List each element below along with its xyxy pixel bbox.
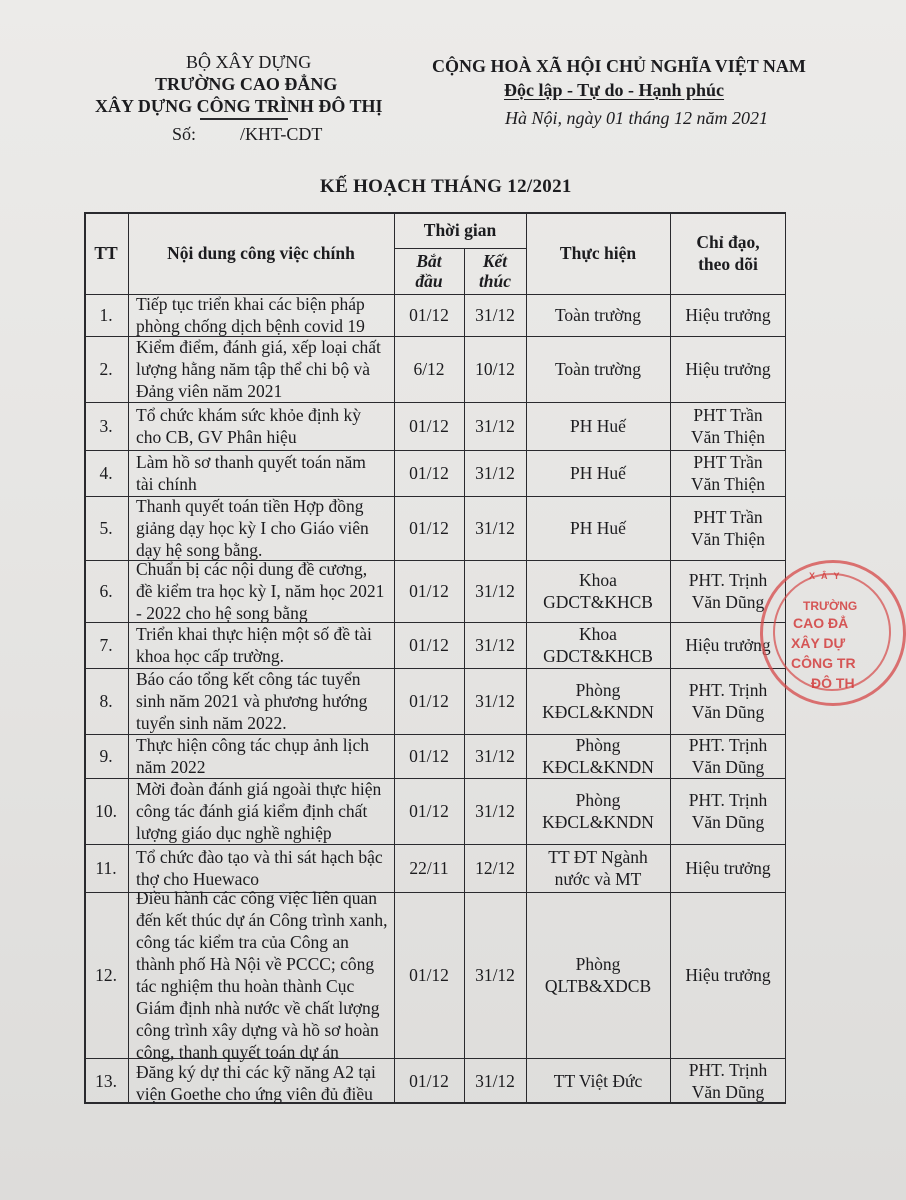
row-8-executor: Phòng KĐCL&KNDN [542,680,654,722]
row-2-supervisor: Hiệu trưởng [685,359,771,379]
row-13-start-cell [394,1058,464,1104]
row-5-content: Thanh quyết toán tiền Hợp đồng giảng dạy học kỳ I cho Giáo viên dạy hệ song bằng. [136,496,369,560]
row-1-content-cell [128,294,394,336]
row-4-start-cell [394,450,464,496]
row-7-supervisor: Hiệu trưởng [685,635,771,655]
row-1-executor: Toàn trường [554,305,642,325]
seal-text-top: XÂY [809,571,846,581]
row-10-executor: Phòng KĐCL&KNDN [542,790,654,832]
row-7-tt: 7. [99,635,113,655]
row-7-content-cell [128,622,394,668]
school-name-line1: TRƯỜNG CAO ĐẲNG [155,74,338,94]
plan-table [84,212,786,1104]
row-10-tt-cell [84,778,128,844]
row-3-executor-cell [526,402,670,450]
row-3-supervisor-cell [670,402,786,450]
row-9-tt: 9. [99,746,113,766]
motto: Độc lập - Tự do - Hạnh phúc [504,80,725,100]
row-8-start: 01/12 [409,691,449,711]
row-7-end: 31/12 [475,635,515,655]
row-10-start: 01/12 [409,801,449,821]
row-9-start: 01/12 [409,746,449,766]
row-9-executor-cell [526,734,670,778]
row-3-start: 01/12 [409,416,449,436]
seal-text-4: CÔNG TR [791,655,856,671]
row-6-executor: Khoa GDCT&KHCB [543,570,653,612]
row-4-start: 01/12 [409,463,449,483]
row-4-executor-cell [526,450,670,496]
row-10-supervisor: PHT. Trịnh Văn Dũng [688,790,768,832]
row-13-executor-cell [526,1058,670,1104]
row-6-end: 31/12 [475,581,515,601]
header-supervisor: Chỉ đạo, theo dõi [696,232,760,274]
row-1-supervisor-cell [670,294,786,336]
row-13-start: 01/12 [409,1071,449,1091]
row-12-start: 01/12 [409,965,449,985]
country-name: CỘNG HOÀ XÃ HỘI CHỦ NGHĨA VIỆT NAM [432,56,806,76]
row-9-tt-cell [84,734,128,778]
row-1-supervisor: Hiệu trưởng [685,305,771,325]
row-2-tt-cell [84,336,128,402]
row-12-tt: 12. [95,965,117,985]
row-6-tt: 6. [99,581,113,601]
row-4-supervisor-cell [670,450,786,496]
row-12-executor-cell [526,892,670,1058]
row-5-start-cell [394,496,464,560]
row-12-supervisor: Hiệu trưởng [685,965,771,985]
row-10-start-cell [394,778,464,844]
header-executor: Thực hiện [559,243,637,263]
row-8-executor-cell [526,668,670,734]
row-8-content: Báo cáo tổng kết công tác tuyển sinh năm 2021 và phương hướng tuyển sinh năm 2022. [136,669,368,733]
school-name-line2 [95,96,383,117]
row-5-tt: 5. [99,518,113,538]
row-1-end-cell [464,294,526,336]
row-1-start: 01/12 [409,305,449,325]
row-10-supervisor-cell [670,778,786,844]
row-2-start: 6/12 [413,359,445,379]
row-2-executor-cell [526,336,670,402]
row-5-tt-cell [84,496,128,560]
row-10-content-cell [128,778,394,844]
row-11-content: Tổ chức đào tạo và thi sát hạch bậc thợ cho Huewaco [136,847,383,889]
row-5-end: 31/12 [475,518,515,538]
row-2-end-cell [464,336,526,402]
row-11-supervisor-cell [670,844,786,892]
row-13-tt: 13. [95,1071,117,1091]
row-8-supervisor: PHT. Trịnh Văn Dũng [688,680,768,722]
doc-number: /KHT-CDT [240,124,323,144]
row-13-supervisor-cell [670,1058,786,1104]
row-10-end-cell [464,778,526,844]
row-1-end: 31/12 [475,305,515,325]
row-6-supervisor: PHT. Trịnh Văn Dũng [688,570,768,612]
row-9-content: Thực hiện công tác chụp ảnh lịch năm 2022 [136,735,370,777]
row-1-tt: 1. [99,305,113,325]
row-10-content: Mời đoàn đánh giá ngoài thực hiện công tác đánh giá kiểm định chất lượng giáo dục nghề nghiệp [136,779,382,843]
row-5-content-cell [128,496,394,560]
row-5-supervisor-cell [670,496,786,560]
row-1-executor-cell [526,294,670,336]
row-12-end-cell [464,892,526,1058]
row-11-end: 12/12 [475,858,515,878]
row-7-start-cell [394,622,464,668]
row-2-start-cell [394,336,464,402]
row-4-end-cell [464,450,526,496]
row-10-tt: 10. [95,801,117,821]
row-5-start: 01/12 [409,518,449,538]
row-8-content-cell [128,668,394,734]
row-3-end: 31/12 [475,416,515,436]
row-4-content-cell [128,450,394,496]
row-2-tt: 2. [99,359,113,379]
row-11-tt: 11. [95,858,117,878]
official-seal [760,560,906,706]
seal-text-2: CAO ĐẲ [793,615,849,631]
row-8-supervisor-cell [670,668,786,734]
row-6-start: 01/12 [409,581,449,601]
row-8-end: 31/12 [475,691,515,711]
row-1-tt-cell [84,294,128,336]
row-4-executor: PH Huế [570,463,626,483]
row-3-content-cell [128,402,394,450]
row-4-supervisor: PHT Trần Văn Thiện [690,452,766,494]
row-13-content: Đăng ký dự thi các kỹ năng A2 tại viện Goethe cho ứng viên đủ điều [136,1062,376,1104]
row-9-supervisor: PHT. Trịnh Văn Dũng [688,735,768,777]
school-name-line2-text: XÂY DỰNG CÔNG TRÌNH ĐÔ THỊ [95,96,383,116]
row-11-end-cell [464,844,526,892]
row-13-content-cell [128,1058,394,1104]
row-12-tt-cell [84,892,128,1058]
header-time: Thời gian [423,220,497,240]
row-12-executor: Phòng QLTB&XDCB [544,954,652,996]
row-11-start: 22/11 [409,858,449,878]
row-2-content: Kiểm điểm, đánh giá, xếp loại chất lượng hằng năm tập thể chi bộ và Đảng viên năm 2021 [136,337,381,401]
row-11-executor-cell [526,844,670,892]
doc-number-label: Số: [172,124,197,144]
row-6-end-cell [464,560,526,622]
row-5-executor-cell [526,496,670,560]
row-3-executor: PH Huế [570,416,626,436]
row-6-executor-cell [526,560,670,622]
row-12-content-cell [128,888,394,1062]
row-7-start: 01/12 [409,635,449,655]
row-3-tt: 3. [99,416,113,436]
row-9-end: 31/12 [475,746,515,766]
row-11-executor: TT ĐT Ngành nước và MT [548,847,648,889]
row-2-supervisor-cell [670,336,786,402]
row-6-tt-cell [84,560,128,622]
ministry-name: BỘ XÂY DỰNG [186,52,312,72]
row-7-executor: Khoa GDCT&KHCB [543,624,653,666]
row-4-tt-cell [84,450,128,496]
place-date: Hà Nội, ngày 01 tháng 12 năm 2021 [505,108,768,128]
school-name-underline [200,118,288,120]
row-3-end-cell [464,402,526,450]
row-7-executor-cell [526,622,670,668]
row-2-executor: Toàn trường [554,359,642,379]
row-6-content: Chuẩn bị các nội dung đề cương, đề kiểm tra học kỳ I, năm học 2021 - 2022 cho hệ song bằng [136,559,385,623]
row-11-tt-cell [84,844,128,892]
row-13-executor: TT Việt Đức [553,1071,643,1091]
row-2-content-cell [128,336,394,402]
row-3-content: Tổ chức khám sức khỏe định kỳ cho CB, GV Phân hiệu [136,405,362,447]
row-10-executor-cell [526,778,670,844]
row-7-end-cell [464,622,526,668]
seal-text-5: ĐÔ TH [811,675,855,691]
row-12-end: 31/12 [475,965,515,985]
row-8-tt: 8. [99,691,113,711]
row-4-tt: 4. [99,463,113,483]
row-9-supervisor-cell [670,734,786,778]
row-8-tt-cell [84,668,128,734]
seal-text-3: XÂY DỰ [791,635,846,651]
row-6-start-cell [394,560,464,622]
row-4-end: 31/12 [475,463,515,483]
header-content: Nội dung công việc chính [167,243,355,263]
header-tt: TT [94,243,118,263]
header-start: Bắt đầu [415,251,443,291]
row-13-supervisor: PHT. Trịnh Văn Dũng [688,1060,768,1102]
row-11-supervisor: Hiệu trưởng [685,858,771,878]
row-4-content: Làm hồ sơ thanh quyết toán năm tài chính [136,452,366,494]
row-13-end: 31/12 [475,1071,515,1091]
row-1-content: Tiếp tục triển khai các biện pháp phòng chống dịch bệnh covid 19 [136,294,365,336]
row-11-start-cell [394,844,464,892]
row-13-tt-cell [84,1058,128,1104]
row-5-executor: PH Huế [570,518,626,538]
row-7-content: Triển khai thực hiện một số đề tài khoa học cấp trường. [136,624,372,666]
row-2-end: 10/12 [475,359,515,379]
row-5-supervisor: PHT Trần Văn Thiện [690,507,766,549]
row-3-supervisor: PHT Trần Văn Thiện [690,405,766,447]
row-9-end-cell [464,734,526,778]
row-10-end: 31/12 [475,801,515,821]
row-11-content-cell [128,844,394,892]
row-1-start-cell [394,294,464,336]
row-8-start-cell [394,668,464,734]
row-3-tt-cell [84,402,128,450]
row-12-content: Điều hành các công việc liên quan đến kết thúc dự án Công trình xanh, công tác kiểm tra của Công an thành phố Hà Nội về PCCC; công tác nghiệm thu hoàn thành Cục Giám định nhà nước về chất lượng công trình xây dựng và hồ sơ hoàn công, thanh quyết toán dự án [136,888,388,1062]
page-title: KẾ HOẠCH THÁNG 12/2021 [320,176,572,197]
row-12-start-cell [394,892,464,1058]
row-8-end-cell [464,668,526,734]
row-13-end-cell [464,1058,526,1104]
row-6-content-cell [128,560,394,622]
row-9-executor: Phòng KĐCL&KNDN [542,735,654,777]
row-9-start-cell [394,734,464,778]
header-end: Kết thúc [478,251,512,291]
row-3-start-cell [394,402,464,450]
seal-text-1: TRƯỜNG [803,599,858,613]
row-12-supervisor-cell [670,892,786,1058]
seal-inner-ring [773,573,891,691]
row-9-content-cell [128,734,394,778]
row-5-end-cell [464,496,526,560]
row-7-tt-cell [84,622,128,668]
